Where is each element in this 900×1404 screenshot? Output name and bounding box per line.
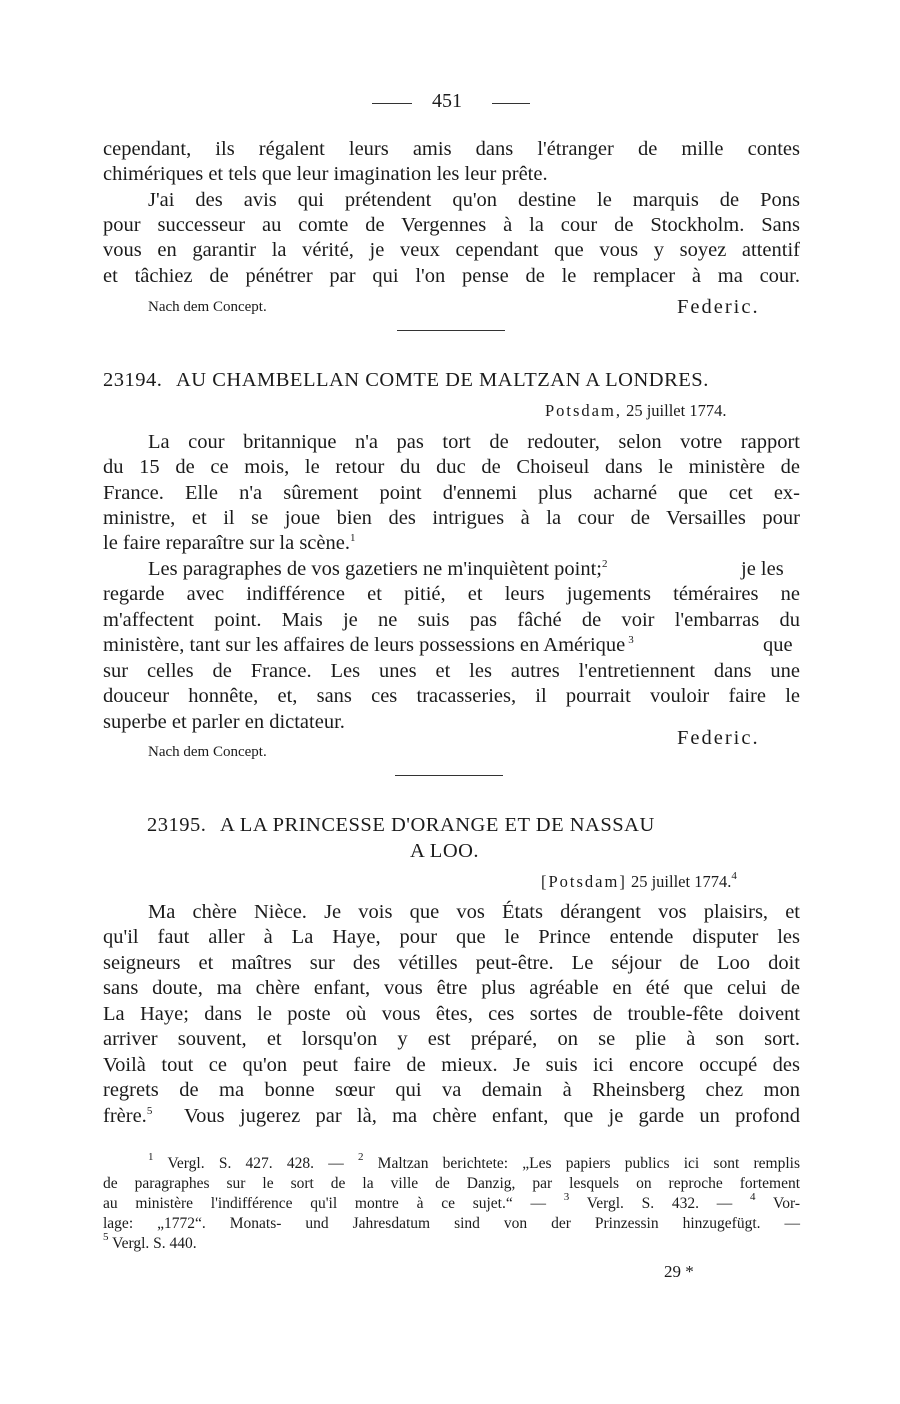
text-line [103, 633, 634, 659]
signature: Federic. [677, 296, 760, 318]
text-line [103, 531, 800, 557]
footnote-line: lage: „1772“. Monats- und Jahresdatum sind von der Prinzessin hinzugefügt. — [103, 1215, 800, 1232]
footnote-text: au ministère l'indifférence qu'il montre à ce sujet.“ — [103, 1195, 564, 1212]
text-line: ministre, et il se joue bien des intrigues à la cour de Versailles pour [103, 507, 800, 529]
footnote-line: de paragraphes sur le sort de la ville de Danzig, par lesquels on reproche fortement [103, 1175, 800, 1192]
letter-title: AU CHAMBELLAN COMTE DE MALTZAN A LONDRES. [176, 369, 709, 391]
letter-heading [147, 814, 655, 837]
text-span: frère. [103, 1105, 147, 1127]
footnote-line [103, 1231, 800, 1254]
letter-title: A LA PRINCESSE D'ORANGE ET DE NASSAU [220, 814, 655, 836]
text-line: du 15 de ce mois, le retour du duc de Choiseul dans le ministère de [103, 456, 800, 478]
signature-mark: 29 * [664, 1262, 694, 1281]
text-line: J'ai des avis qui prétendent qu'on destine le marquis de Pons [148, 189, 800, 211]
footnote-mark: 1 [148, 1151, 154, 1163]
text-line: La Haye; dans le poste où vous êtes, ces sortes de trouble-fête doivent [103, 1003, 800, 1025]
footnote-line [148, 1151, 800, 1174]
text-line: Voilà tout ce qu'on peut faire de mieux. Je suis ici encore occupé des [103, 1054, 800, 1076]
letter-heading [103, 369, 709, 392]
footnote-mark: 5 [103, 1231, 109, 1243]
footnote-text: Vergl. S. 432. — [586, 1195, 751, 1212]
text-line: chimériques et tels que leur imagination les leur prête. [103, 163, 548, 185]
text-line: Ma chère Nièce. Je vois que vos États dérangent vos plaisirs, et [148, 901, 800, 923]
text-line: qu'il faut aller à La Haye, pour que le Prince entende disputer les [103, 926, 800, 948]
text-line: regrets de ma bonne sœur qui va demain à Rheinsberg chez mon [103, 1079, 800, 1101]
footnote-ref: 4 [731, 870, 737, 882]
text-line: et tâchiez de pénétrer par qui l'on pense de le remplacer à ma cour. [103, 265, 800, 287]
text-line: France. Elle n'a sûrement point d'ennemi plus acharné que cet ex- [103, 482, 800, 504]
text-span: que [763, 634, 793, 656]
text-line: m'affectent point. Mais je ne suis pas fâché de voir l'embarras du [103, 609, 800, 631]
text-line: sur celles de France. Les unes et les autres l'entretiennent dans une [103, 660, 800, 682]
text-line [103, 1104, 152, 1130]
text-line: seigneurs et maîtres sur des vétilles peut-être. Le séjour de Loo doit [103, 952, 800, 974]
text-line: pour successeur au comte de Vergennes à la cour de Stockholm. Sans [103, 214, 800, 236]
letter-title-line2: A LOO. [410, 840, 480, 862]
letter-date: 25 juillet 1774. [626, 401, 727, 420]
footnote-ref: 2 [601, 558, 608, 570]
text-span: Vous jugerez par là, ma chère enfant, que je garde un profond [184, 1105, 800, 1127]
text-line: regarde avec indifférence et pitié, et leurs jugements téméraires ne [103, 583, 800, 605]
text-span: je les [741, 558, 784, 580]
text-span: le faire reparaître sur la scène. [103, 532, 350, 554]
text-line: superbe et parler en dictateur. [103, 711, 345, 733]
text-line: arriver souvent, et lorsqu'on y est préparé, on se plie à son sort. [103, 1028, 800, 1050]
footnote-mark: 4 [750, 1191, 756, 1203]
text-line [148, 557, 607, 583]
letter-dateline [545, 401, 726, 421]
source-note: Nach dem Concept. [148, 744, 267, 760]
footnote-text: Maltzan berichtete: „Les papiers publics ici sont remplis [377, 1155, 800, 1172]
signature: Federic. [677, 727, 760, 749]
text-line: La cour britannique n'a pas tort de redouter, selon votre rapport [148, 431, 800, 453]
footnote-line [103, 1191, 800, 1214]
letter-date: 25 juillet 1774. [630, 872, 732, 891]
header-rule-left [372, 103, 412, 104]
footnote-ref: 5 [146, 1105, 153, 1117]
source-note: Nach dem Concept. [148, 299, 267, 315]
text-line: douceur honnête, et, sans ces tracasseries, il pourrait vouloir faire le [103, 685, 800, 707]
letter-number: 23194. [103, 369, 163, 391]
section-divider [395, 775, 503, 776]
section-divider [397, 330, 505, 331]
text-span: Les paragraphes de vos gazetiers ne m'inquiètent point; [148, 558, 602, 580]
header-rule-right [492, 103, 530, 104]
text-span: ministère, tant sur les affaires de leurs possessions en Amérique [103, 634, 626, 656]
footnote-ref: 1 [349, 532, 356, 544]
footnote-mark: 3 [563, 1191, 570, 1203]
text-line: sans doute, ma chère enfant, vous être plus agréable en été que celui de [103, 977, 800, 999]
letter-dateline [541, 872, 737, 892]
text-line: cependant, ils régalent leurs amis dans l'étranger de mille contes [103, 138, 800, 160]
footnote-text: Vor- [773, 1195, 800, 1212]
letter-place: [Potsdam] [541, 872, 627, 891]
footnote-mark: 2 [357, 1151, 364, 1163]
letter-place: Potsdam, [545, 401, 622, 420]
footnote-text: Vergl. S. 440. [112, 1235, 197, 1252]
footnote-text: Vergl. S. 427. 428. — [167, 1155, 358, 1172]
page-number: 451 [432, 90, 462, 112]
footnote-ref: 3 [628, 634, 634, 646]
letter-number: 23195. [147, 814, 207, 836]
text-line: vous en garantir la vérité, je veux cependant que vous y soyez attentif [103, 239, 800, 261]
